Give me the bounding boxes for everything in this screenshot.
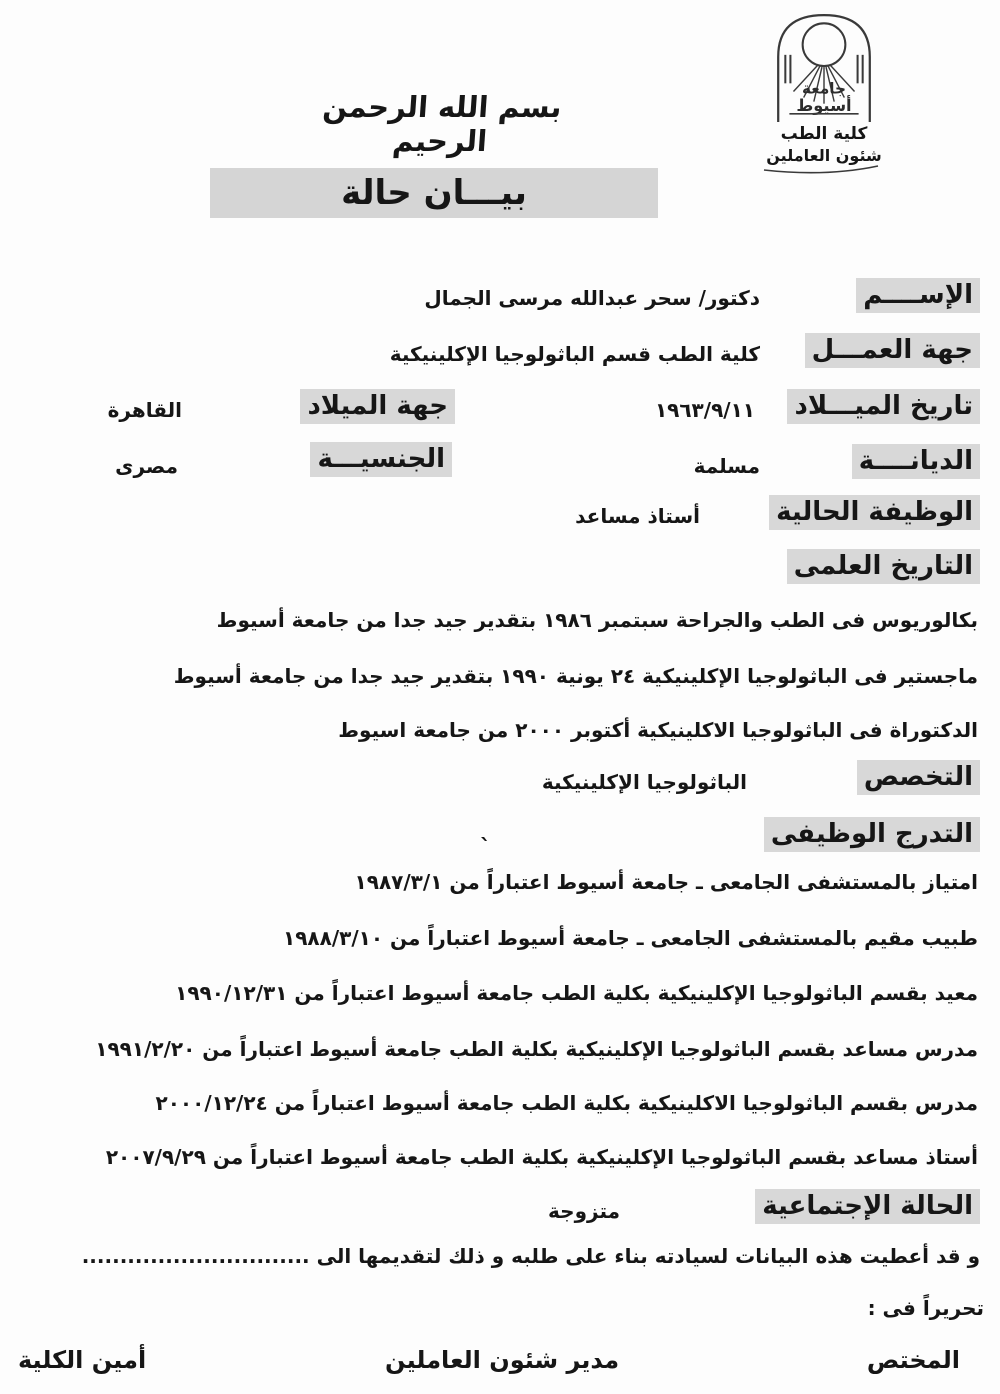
field-label-nationality: الجنسيـــة	[310, 442, 452, 477]
field-label-current-job: الوظيفة الحالية	[769, 495, 980, 530]
academic-history-item: ماجستير فى الباثولوجيا الإكلينيكية ٢٤ يونية ١٩٩٠ بتقدير جيد جدا من جامعة أسيوط	[173, 664, 978, 688]
career-history-item: مدرس مساعد بقسم الباثولوجيا الإكلينيكية بكلية الطب جامعة أسيوط اعتباراً من ١٩٩١/٢/٢٠	[95, 1037, 978, 1061]
academic-history-item: بكالوريوس فى الطب والجراحة سبتمبر ١٩٨٦ بتقدير جيد جدا من جامعة أسيوط	[216, 608, 978, 632]
field-value-nationality: مصرى	[115, 454, 178, 478]
field-label-religion: الديانــــة	[852, 444, 980, 479]
career-history-item: مدرس بقسم الباثولوجيا الاكلينيكية بكلية الطب جامعة أسيوط اعتباراً من ٢٠٠٠/١٢/٢٤	[155, 1091, 978, 1115]
logo-faculty-label: كلية الطب	[780, 124, 868, 144]
field-label-birth-date: تاريخ الميـــلاد	[787, 389, 980, 424]
signature-faculty-secretary: أمين الكلية	[18, 1346, 147, 1374]
signature-staff-director: مدير شئون العاملين	[385, 1346, 620, 1374]
career-history-item: طبيب مقيم بالمستشفى الجامعى ـ جامعة أسيوط اعتباراً من ١٩٨٨/٣/١٠	[283, 926, 978, 950]
field-value-workplace: كلية الطب قسم الباثولوجيا الإكلينيكية	[389, 342, 760, 366]
bismillah-calligraphy: بسم الله الرحمن الرحيم	[321, 90, 563, 158]
field-value-religion: مسلمة	[693, 454, 760, 478]
stray-scan-mark: `	[480, 836, 491, 861]
issued-on-label: تحريراً فى :	[867, 1296, 984, 1320]
closing-statement: و قد أعطيت هذه البيانات لسيادته بناء على طلبه و ذلك لتقديمها الى ..............................	[81, 1244, 980, 1268]
signature-specialist: المختص	[866, 1346, 960, 1374]
sun-icon	[803, 23, 846, 66]
field-label-workplace: جهة العمـــل	[805, 333, 980, 368]
field-value-specialization: الباثولوجيا الإكلينيكية	[541, 770, 747, 794]
career-history-item: أستاذ مساعد بقسم الباثولوجيا الإكلينيكية بكلية الطب جامعة أسيوط اعتباراً من ٢٠٠٧/٩/٢٩	[105, 1145, 978, 1169]
academic-history-item: الدكتوراة فى الباثولوجيا الاكلينيكية أكتوبر ٢٠٠٠ من جامعة اسيوط	[338, 718, 978, 742]
field-label-birth-place: جهة الميلاد	[300, 389, 455, 424]
field-label-specialization: التخصص	[857, 760, 980, 795]
university-logo	[764, 6, 884, 177]
field-value-name: دكتور/ سحر عبدالله مرسى الجمال	[424, 286, 760, 310]
field-value-current-job: أستاذ مساعد	[575, 504, 700, 528]
logo-university-word1: جامعة	[801, 79, 847, 98]
logo-university-word2: أسيوط	[796, 95, 852, 115]
field-value-birth-place: القاهرة	[107, 398, 182, 422]
section-heading-academic-history: التاريخ العلمى	[787, 549, 980, 584]
document-title: بيـــان حالة	[341, 173, 527, 213]
logo-department-label: شئون العاملين	[766, 146, 882, 165]
section-heading-career-history: التدرج الوظيفى	[764, 817, 980, 852]
field-label-marital-status: الحالة الإجتماعية	[755, 1189, 980, 1224]
logo-underline-flourish-icon	[756, 163, 884, 177]
career-history-item: معيد بقسم الباثولوجيا الإكلينيكية بكلية الطب جامعة أسيوط اعتباراً من ١٩٩٠/١٢/٣١	[175, 981, 978, 1005]
career-history-item: امتياز بالمستشفى الجامعى ـ جامعة أسيوط اعتباراً من ١٩٨٧/٣/١	[354, 870, 978, 894]
university-emblem-icon	[769, 6, 879, 122]
field-value-birth-date: ١٩٦٣/٩/١١	[654, 398, 755, 422]
field-label-name: الإســــم	[856, 278, 980, 313]
field-value-marital-status: متزوجة	[548, 1199, 620, 1223]
document-title-banner	[210, 168, 658, 218]
